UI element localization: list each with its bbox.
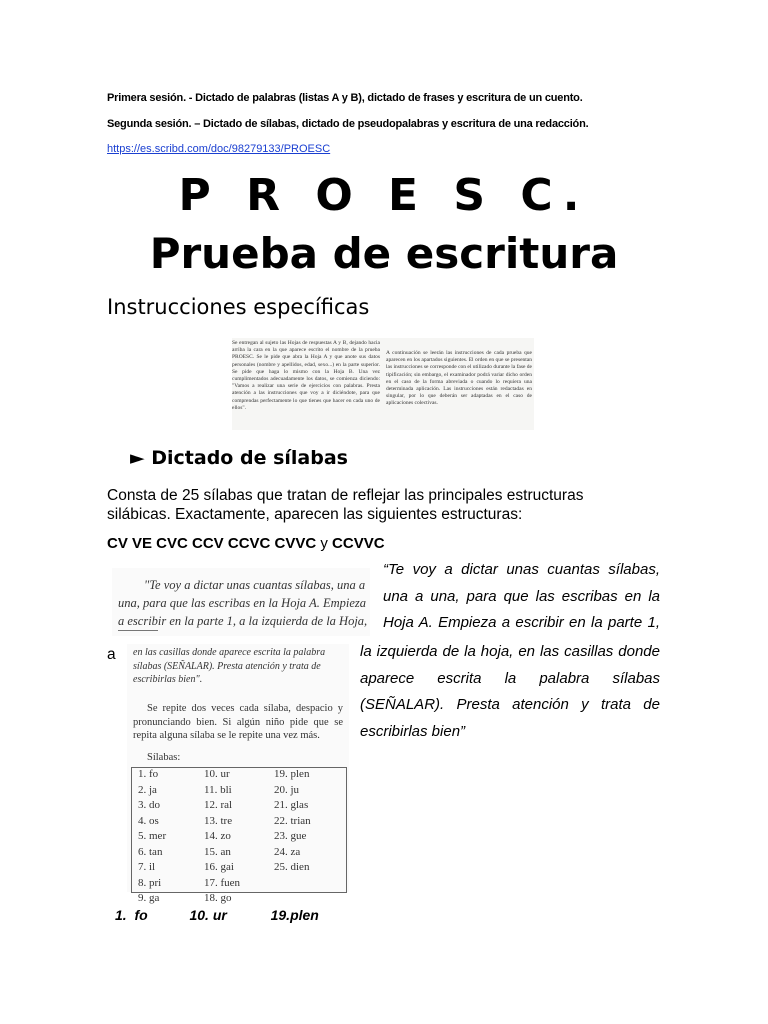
syllable-cell: 24. za — [274, 845, 301, 858]
scribd-link[interactable]: https://es.scribd.com/doc/98279133/PROESC — [107, 143, 331, 155]
quote-line: la izquierda de la hoja, en las casillas donde — [360, 643, 660, 660]
dictado-heading-text: Dictado de sílabas — [151, 447, 348, 469]
syllable-cell: 10. ur — [204, 768, 230, 780]
syllable-cell: 7. il — [138, 861, 156, 873]
quote-line: (SEÑALAR). Presta atención y trata de — [360, 696, 660, 713]
syllable-cell: 9. ga — [138, 892, 160, 904]
quote-line: aparece escrita la palabra sílabas — [360, 669, 660, 687]
table-row — [132, 877, 338, 893]
final-item: 19.plen — [270, 907, 319, 923]
syllable-cell: 2. ja — [138, 783, 157, 796]
page-title: P R O E S C. — [178, 170, 590, 221]
section-description: Consta de 25 sílabas que tratan de reflejar las principales estructuras silábicas. Exactamente, aparecen las siguientes estructuras: — [107, 487, 584, 523]
page-subtitle: Prueba de escritura — [149, 229, 619, 278]
table-row — [132, 768, 338, 784]
session-2-text: Segunda sesión. – Dictado de sílabas, dictado de pseudopalabras y escritura de una redacción. — [107, 118, 589, 130]
final-item: 10. ur — [189, 907, 227, 923]
syllable-cell: 11. bli — [204, 783, 232, 796]
final-item: 1. fo — [115, 907, 148, 923]
instructions-scan-image — [232, 338, 534, 430]
scan-divider — [118, 630, 158, 631]
structures-conj: y — [320, 535, 328, 552]
scan-quote-line2: una, para que las escribas en la Hoja A. Empieza — [118, 596, 367, 610]
stray-a-text: a — [107, 646, 116, 663]
table-row — [132, 830, 338, 846]
syllable-cell: 13. tre — [204, 814, 233, 827]
structures-list: CV VE CVC CCV CCVC CVVC — [107, 535, 317, 552]
quote-scan-image-top — [112, 568, 370, 636]
structures-line — [107, 535, 385, 552]
table-row — [132, 784, 338, 800]
quote-block-2 — [360, 639, 660, 745]
syllable-cell: 3. do — [138, 799, 160, 811]
table-row — [132, 799, 338, 815]
syllable-cell: 19. plen — [274, 768, 310, 780]
scan-quote-line4: en las casillas donde aparece escrita la palabra — [133, 647, 326, 658]
quote-line: escribirlas bien” — [360, 722, 466, 740]
syllable-cell: 22. trian — [274, 814, 311, 827]
quote-line: Hoja A. Empieza a escribir en la parte 1, — [383, 614, 660, 631]
syllable-cell: 23. gue — [274, 830, 307, 842]
scan-repeat-paragraph: Se repite dos veces cada sílaba, despacio y pronunciando bien. Si algún niño pide que se repita alguna sílaba se le repite una vez más. — [133, 703, 343, 741]
syllable-cell: 15. an — [204, 845, 231, 858]
syllable-cell: 8. pri — [138, 876, 162, 889]
syllable-cell: 1. fo — [138, 768, 159, 780]
section-subheading: Instrucciones específicas — [107, 295, 370, 319]
quote-block-1 — [383, 557, 660, 637]
scan-left-column: Se entregan al sujeto las Hojas de respuestas A y B, dejando hacia arriba la cara en la que aparece escrito el nombre de la prueba PROESC. Se le pide que abra la Hoja A y que anote sus datos personales (nombre y apellidos, edad, sexo...) en la parte superior. Se pide que haga lo mismo con la Hoja B. Una vez cumplimentados adecuadamente los datos, se comienza diciendo: "Vamos a realizar una serie de ejercicios con palabras. Presta atención a las instrucciones que voy a ir diciéndote, para que comprendas perfectamente lo que tienes que hacer en cada uno de ellos". — [232, 340, 380, 411]
table-row — [132, 815, 338, 831]
syllable-cell: 21. glas — [274, 799, 309, 811]
table-row — [132, 861, 338, 877]
syllable-cell: 12. ral — [204, 799, 233, 811]
syllables-scan-image — [127, 644, 349, 904]
syllable-cell: 6. tan — [138, 845, 163, 858]
table-row — [132, 892, 338, 908]
scan-quote-line3: a escribir en la parte 1, a la izquierda de la Hoja, — [118, 614, 368, 628]
syllable-cell — [268, 877, 338, 893]
scan-quote-line5: sílabas (SEÑALAR). Presta atención y trata de — [133, 660, 321, 672]
table-row — [132, 846, 338, 862]
syllable-cell: 4. os — [138, 814, 159, 827]
syllable-cell: 14. zo — [204, 830, 231, 842]
syllable-cell: 16. gai — [204, 861, 234, 873]
final-list — [115, 907, 319, 923]
syllable-cell: 5. mer — [138, 830, 167, 842]
syllable-cell: 20. ju — [274, 783, 300, 796]
arrow-icon: ► — [130, 447, 145, 469]
scan-right-column: A continuación se leerán las instrucciones de cada prueba que aparecen en los apartados siguientes. El orden en que se presentan las instrucciones se corresponde con el utilizado durante la fase de tipificación; sin embargo, el examinador podrá variar dicho orden en el caso de la forma abreviada o cuando lo requiera una determinada aplicación. Las instrucciones están redactadas en singular, por lo que deberán ser adaptadas en el caso de aplicaciones colectivas. — [386, 350, 532, 407]
session-1-text: Primera sesión. - Dictado de palabras (listas A y B), dictado de frases y escritura de un cuento. — [107, 92, 583, 104]
syllable-cell: 25. dien — [274, 861, 310, 873]
quote-line: “Te voy a dictar unas cuantas sílabas, — [383, 561, 660, 578]
dictado-heading — [130, 447, 348, 469]
scan-quote-line1: "Te voy a dictar unas cuantas sílabas, una a — [144, 578, 366, 592]
structures-last: CCVVC — [332, 535, 385, 552]
syllable-cell — [268, 892, 338, 908]
syllable-cell: 17. fuen — [204, 876, 241, 889]
scan-quote-line6: escribirlas bien". — [133, 674, 203, 685]
scan-table-label: Sílabas: — [147, 752, 181, 763]
syllables-table — [132, 768, 338, 908]
quote-line: una a una, para que las escribas en la — [383, 587, 660, 605]
syllable-cell: 18. go — [204, 892, 232, 904]
syllables-table-box — [131, 767, 347, 904]
